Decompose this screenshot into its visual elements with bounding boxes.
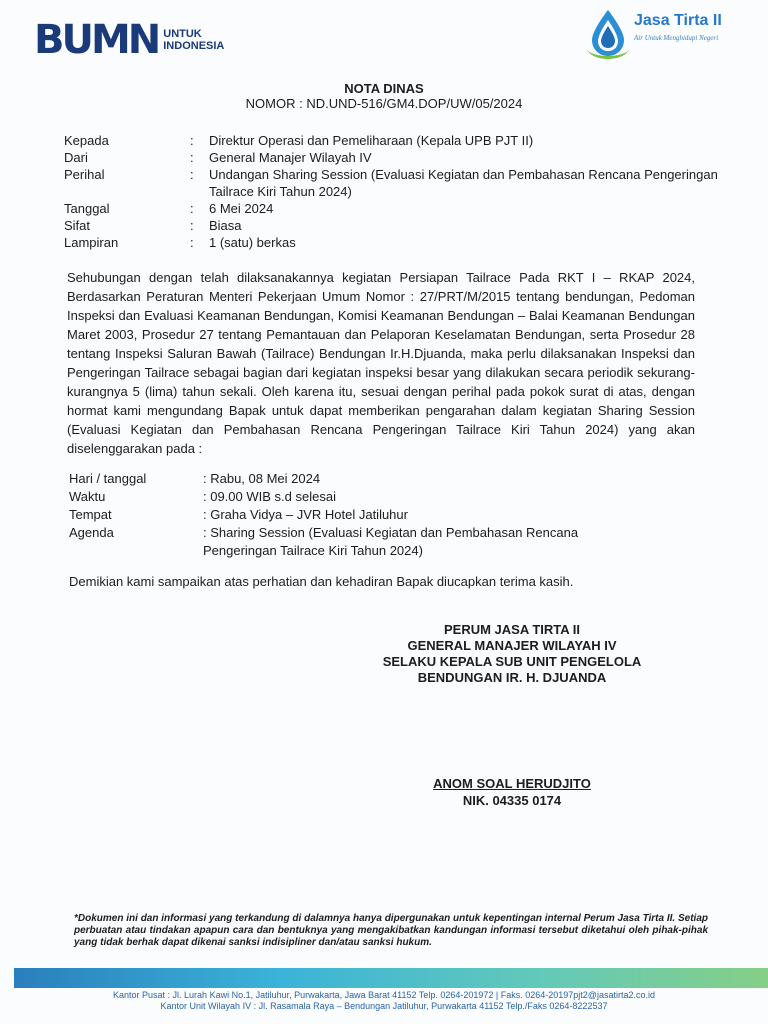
info-label: Lampiran — [64, 235, 119, 250]
event-value: : Graha Vidya – JVR Hotel Jatiluhur — [203, 507, 408, 522]
info-value: Biasa — [209, 218, 242, 233]
info-value: Undangan Sharing Session (Evaluasi Kegiatan dan Pembahasan Rencana Pengeringan Tailrace Kiri Tahun 2024) — [209, 167, 718, 199]
event-value: : Rabu, 08 Mei 2024 — [203, 471, 321, 486]
signature-block — [340, 622, 684, 686]
jasa-tirta-name: Jasa Tirta II — [634, 12, 722, 29]
info-label: Tanggal — [64, 201, 110, 216]
info-label: Dari — [64, 150, 88, 165]
signatory-name: ANOM SOAL HERUDJITO — [433, 776, 591, 791]
info-value: General Manajer Wilayah IV — [209, 150, 372, 165]
event-label: Agenda — [69, 525, 114, 540]
closing-sentence: Demikian kami sampaikan atas perhatian dan kehadiran Bapak diucapkan terima kasih. — [69, 574, 574, 589]
event-label: Waktu — [69, 489, 106, 504]
memo-info-block — [64, 132, 729, 251]
event-details — [69, 470, 643, 560]
event-row-place — [69, 506, 643, 524]
signature-line: PERUM JASA TIRTA II — [443, 622, 581, 637]
event-value: : 09.00 WIB s.d selesai — [203, 489, 336, 504]
signature-line: BENDUNGAN IR. H. DJUANDA — [417, 670, 607, 685]
event-label: Hari / tanggal — [69, 471, 147, 486]
info-row-lampiran: Lampiran : 1 (satu) berkas — [64, 234, 729, 251]
info-value: Direktur Operasi dan Pemeliharaan (Kepala UPB PJT II) — [209, 133, 534, 148]
jasa-tirta-tagline: Air Untuk Menghidupi Negeri — [634, 34, 719, 42]
info-row-dari: Dari : General Manajer Wilayah IV — [64, 149, 729, 166]
footer-color-band — [14, 968, 768, 988]
info-label: Sifat — [64, 218, 91, 233]
bumn-logo-line2: INDONESIA — [163, 40, 225, 52]
document-title: NOTA DINAS — [344, 81, 424, 96]
info-row-perihal: Perihal : Undangan Sharing Session (Evaluasi Kegiatan dan Pembahasan Rencana Pengeringan Tailrace Kiri Tahun 2024) — [64, 166, 729, 200]
water-drop-icon — [584, 6, 632, 64]
signature-line: SELAKU KEPALA SUB UNIT PENGELOLA — [382, 654, 642, 669]
bumn-logo — [34, 17, 225, 63]
disclaimer-text: *Dokumen ini dan informasi yang terkandung di dalamnya hanya dipergunakan untuk kepentingan internal Perum Jasa Tirta II. Setiap perbuatan atau tindakan apapun cara dan bentuknya yang mengakibatkan kandungan informasi tersebut diketahui oleh pihak-pihak yang tidak berhak dapat dikenai sanksi indisipliner dan/atau sanksi hukum. — [74, 913, 708, 948]
event-label: Tempat — [69, 507, 112, 522]
event-row-agenda — [69, 524, 643, 560]
info-row-kepada: Kepada : Direktur Operasi dan Pemeliharaan (Kepala UPB PJT II) — [64, 132, 729, 149]
bumn-logo-line1: UNTUK — [163, 28, 202, 40]
jasa-tirta-logo — [584, 6, 754, 64]
info-value: 6 Mei 2024 — [209, 201, 274, 216]
event-value: : Sharing Session (Evaluasi Kegiatan dan Pembahasan Rencana Pengeringan Tailrace Kiri Tahun 2024) — [203, 525, 579, 558]
signatory-nik: NIK. 04335 0174 — [462, 793, 562, 808]
info-value: 1 (satu) berkas — [209, 235, 296, 250]
bumn-logo-mark: BUMN — [34, 17, 159, 63]
signature-line: GENERAL MANAJER WILAYAH IV — [407, 638, 617, 653]
footer-regional-office: Kantor Unit Wilayah IV : Jl. Rasamala Raya – Bendungan Jatiluhur, Purwakarta 41152 Telp./Faks 0264-8222537 — [160, 1001, 608, 1011]
footer-head-office: Kantor Pusat : Jl. Lurah Kawi No.1, Jatiluhur, Purwakarta, Jawa Barat 41152 Telp. 0264-201972 | Faks. 0264-20197pjt2@jasatirta2.co.id — [113, 990, 655, 1000]
info-row-sifat: Sifat : Biasa — [64, 217, 729, 234]
bumn-logo-subtitle — [163, 28, 224, 52]
event-row-date — [69, 470, 643, 488]
document-number: NOMOR : ND.UND-516/GM4.DOP/UW/05/2024 — [245, 96, 523, 111]
info-row-tanggal: Tanggal : 6 Mei 2024 — [64, 200, 729, 217]
info-label: Perihal — [64, 167, 105, 182]
body-paragraph: Sehubungan dengan telah dilaksanakannya kegiatan Persiapan Tailrace Pada RKT I – RKAP 2024, Berdasarkan Peraturan Menteri Pekerjaan Umum Nomor : 27/PRT/M/2015 tentang bendungan, Pedoman Inspeksi dan Evaluasi Keamanan Bendungan, Komisi Keamanan Bendungan – Balai Keamanan Bendungan Maret 2003, Prosedur 27 tentang Pemantauan dan Pelaporan Keselamatan Bendungan, serta Prosedur 28 tentang Inspeksi Saluran Bawah (Tailrace) Bendungan Ir.H.Djuanda, maka perlu dilaksanakan Inspeksi dan Pengeringan Tailrace sebagai bagian dari kegiatan inspeksi besar yang dilakukan secara periodik sekurang-kurangnya 5 (lima) tahun sekali. Oleh karena itu, sesuai dengan perihal pada pokok surat di atas, dengan hormat kami mengundang Bapak untuk dapat memberikan pengarahan dalam kegiatan Sharing Session (Evaluasi Kegiatan dan Pembahasan Rencana Pengeringan Tailrace Kiri Tahun 2024) yang akan diselenggarakan pada : — [67, 270, 695, 456]
event-row-time — [69, 488, 643, 506]
info-label: Kepada — [64, 133, 109, 148]
